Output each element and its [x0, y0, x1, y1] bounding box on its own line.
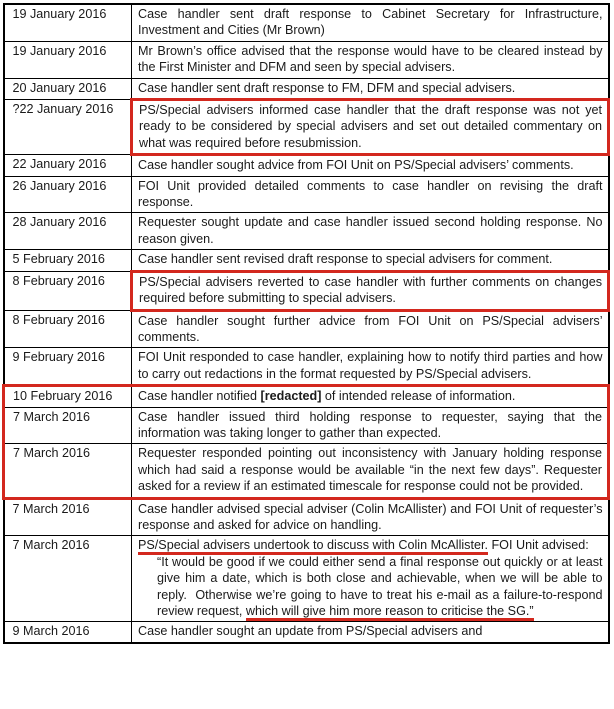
description-cell [132, 444, 609, 498]
timeline-table [2, 3, 610, 644]
description-text: Case handler sought further advice from FOI Unit on PS/Special advisers’ comments. [138, 313, 603, 344]
table-row [4, 100, 609, 155]
table-row [4, 271, 609, 310]
description-text: FOI Unit advised: [487, 538, 589, 553]
description-text: FOI Unit responded to case handler, explaining how to notify third parties and how to carry out redactions in the format requested by PS/Special advisers. [138, 350, 603, 381]
date-cell: 26 January 2016 [4, 176, 132, 213]
description-cell [132, 498, 609, 536]
table-row [4, 176, 609, 213]
date-cell: 19 January 2016 [4, 4, 132, 41]
description-cell [132, 78, 609, 99]
table-row [4, 407, 609, 444]
date-cell: 7 March 2016 [4, 444, 132, 498]
redacted-bold-text: [redacted] [260, 389, 322, 404]
description-text: Case handler issued third holding response to requester, saying that the information was taking longer to gather than expected. [138, 409, 602, 440]
red-underlined-text: PS/Special advisers undertook to discuss with Colin McAllister. [138, 538, 488, 555]
red-underlined-text: which will give him more reason to criticise the SG.” [246, 604, 534, 621]
date-cell: 7 March 2016 [4, 498, 132, 536]
description-text: PS/Special advisers reverted to case handler with further comments on changes required before submitting to special advisers. [139, 274, 602, 306]
description-cell [132, 213, 609, 250]
description-cell [132, 250, 609, 271]
description-cell [132, 4, 609, 41]
table-row [4, 41, 609, 78]
description-cell [132, 622, 609, 643]
date-cell: 8 February 2016 [4, 310, 132, 348]
date-cell: ?22 January 2016 [4, 100, 132, 155]
date-cell: 9 March 2016 [4, 622, 132, 643]
table-row [4, 310, 609, 348]
description-cell [132, 348, 609, 386]
description-text: Case handler sent draft response to Cabinet Secretary for Infrastructure, Investment and Cities (Mr Brown) [138, 7, 603, 38]
description-cell [132, 176, 609, 213]
date-cell: 8 February 2016 [4, 271, 132, 310]
table-row [4, 348, 609, 386]
table-row [4, 444, 609, 498]
date-cell: 20 January 2016 [4, 78, 132, 99]
table-row [4, 386, 609, 407]
quoted-advice-block [157, 554, 603, 620]
date-cell: 22 January 2016 [4, 155, 132, 176]
date-cell: 5 February 2016 [4, 250, 132, 271]
table-row [4, 498, 609, 536]
description-cell [132, 271, 609, 310]
table-row [4, 536, 609, 622]
description-cell [132, 407, 609, 444]
table-row [4, 155, 609, 176]
date-cell: 10 February 2016 [4, 386, 132, 407]
description-text: “It would be good if we could either send a final response out quickly or at least give him a date, which is both close and achievable, when we will be able to reply. Otherwise we’re going to have to treat his e-mail as a failure-to-respond review request, [157, 554, 603, 618]
description-text: FOI Unit provided detailed comments to case handler on revising the draft response. [138, 178, 603, 210]
table-row [4, 622, 609, 643]
description-cell [132, 386, 609, 407]
description-text: Case handler sent revised draft response to special advisers for comment. [138, 252, 553, 267]
date-cell: 28 January 2016 [4, 213, 132, 250]
table-row [4, 78, 609, 99]
description-text: Case handler sent draft response to FM, DFM and special advisers. [138, 80, 516, 95]
description-cell [132, 310, 609, 348]
description-cell [132, 536, 609, 622]
description-text: Case handler sought advice from FOI Unit on PS/Special advisers’ comments. [138, 158, 574, 173]
description-cell [132, 100, 609, 155]
description-text: of intended release of information. [321, 389, 516, 404]
description-text: Case handler notified [138, 389, 261, 404]
description-text: PS/Special advisers informed case handler that the draft response was not yet ready to be considered by special advisers and set out detailed commentary on what was required before resubmission. [139, 103, 602, 150]
date-cell: 19 January 2016 [4, 41, 132, 78]
table-row [4, 213, 609, 250]
table-row [4, 250, 609, 271]
description-text: Requester sought update and case handler issued second holding response. No reason given. [138, 215, 603, 246]
timeline-table-body [4, 4, 609, 643]
date-cell: 9 February 2016 [4, 348, 132, 386]
description-text: Case handler sought an update from PS/Special advisers and [138, 624, 483, 639]
table-row [4, 4, 609, 41]
description-cell [132, 41, 609, 78]
description-text: Mr Brown’s office advised that the response would have to be cleared instead by the First Minister and DFM and seen by special advisers. [138, 43, 603, 75]
date-cell: 7 March 2016 [4, 407, 132, 444]
description-text: Case handler advised special adviser (Colin McAllister) and FOI Unit of requester’s response and asked for advice on handling. [138, 501, 603, 532]
description-text: Requester responded pointing out inconsistency with January holding response which had said a response would be available “in the next few days”. Requester asked for a review if an estimated timescale for response could not be provided. [138, 446, 602, 494]
description-cell [132, 155, 609, 176]
date-cell: 7 March 2016 [4, 536, 132, 622]
